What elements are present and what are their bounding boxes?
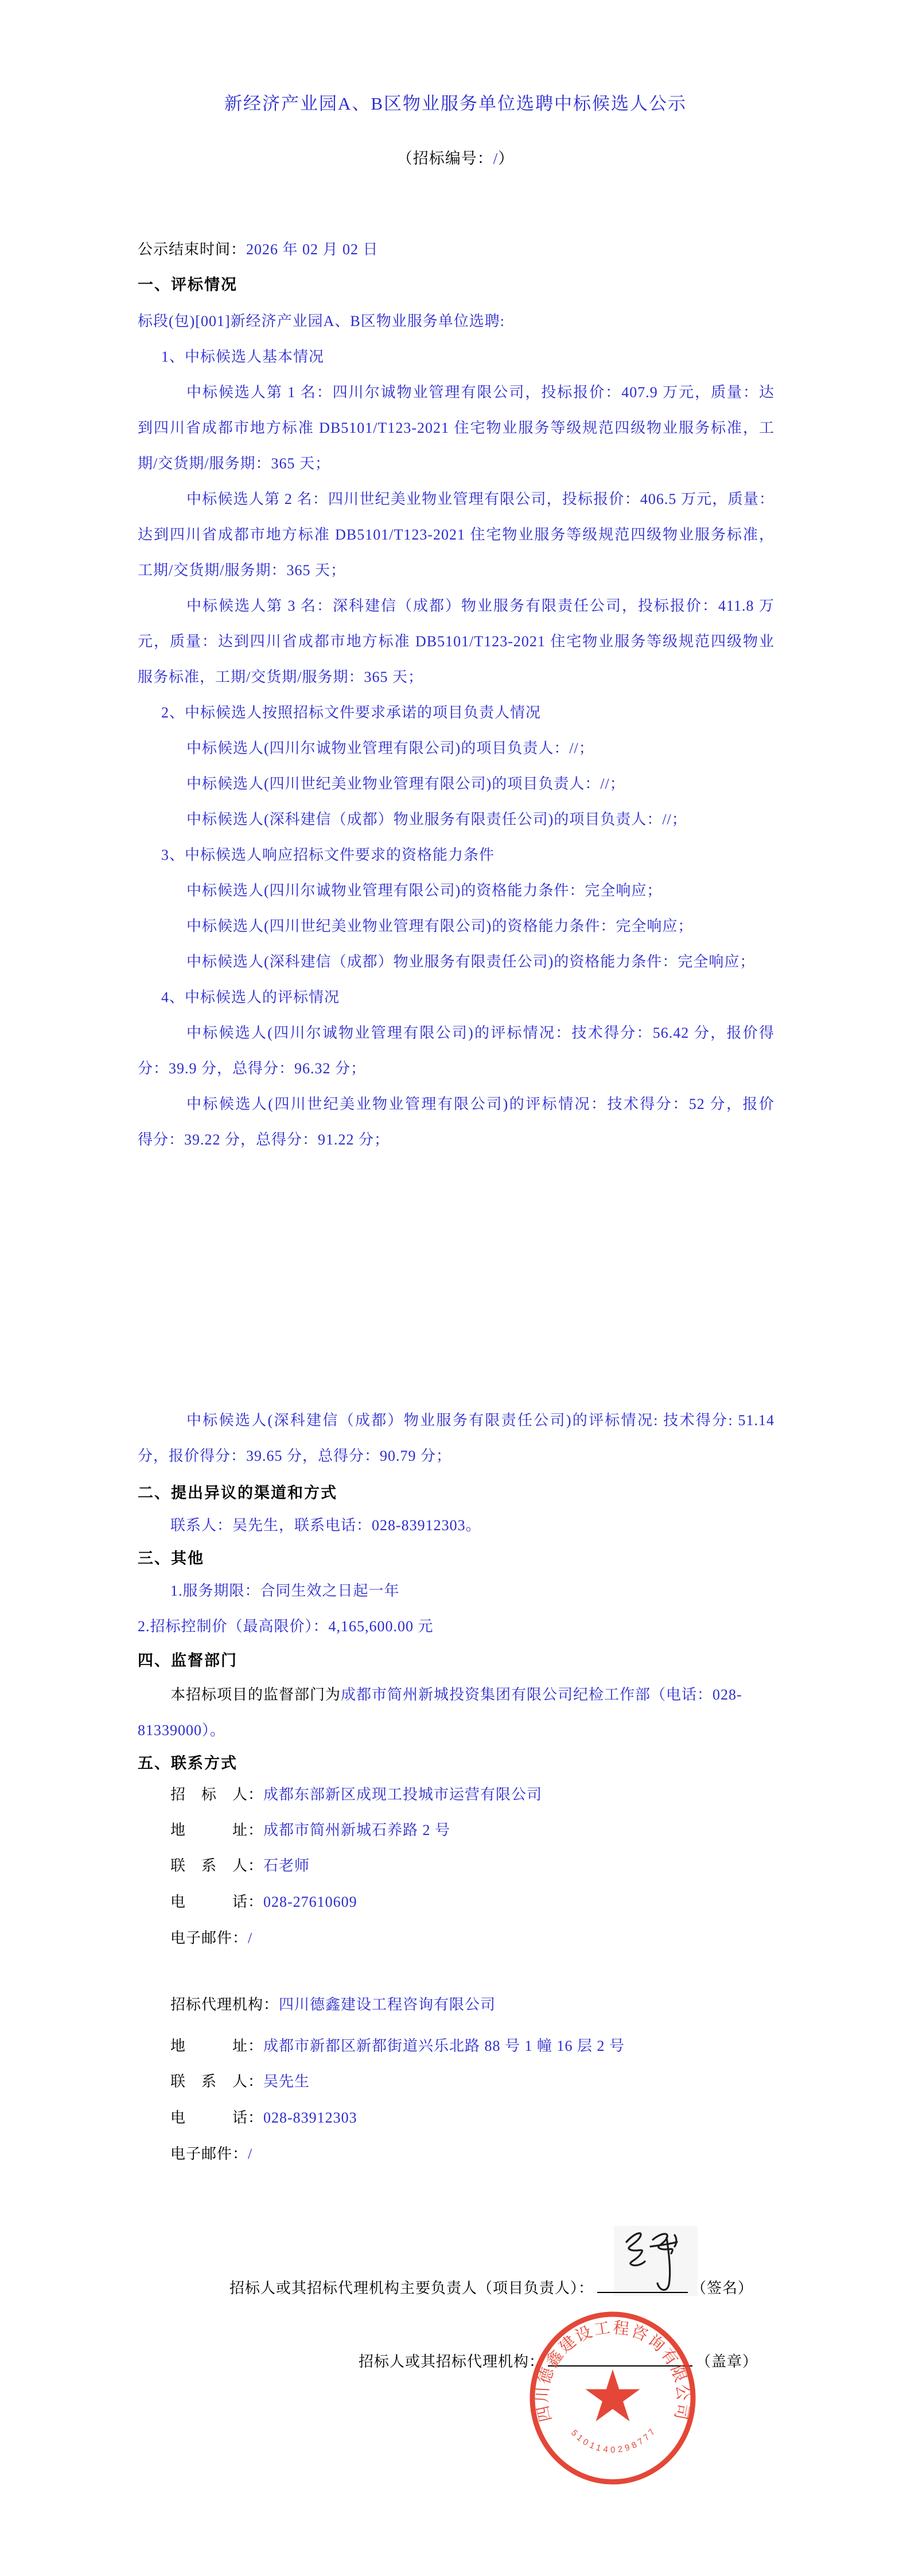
item1-heading: 1、中标候选人基本情况 [161,348,325,365]
bid-number-close: ） [498,150,515,167]
score2-line1: 中标候选人(四川世纪美业物业管理有限公司)的评标情况：技术得分：52 分，报价 [186,1096,774,1112]
stamp-star-icon [585,2369,640,2422]
score2-line2: 得分：39.22 分，总得分：91.22 分； [138,1131,390,1148]
bid-number-value: / [493,150,499,167]
tenderer-contact-label: 联 系 人： [170,1857,264,1874]
qualification3-line: 中标候选人(深科建信（成都）物业服务有限责任公司)的资格能力条件：完全响应； [186,953,756,970]
lot-line: 标段(包)[001]新经济产业园A、B区物业服务单位选聘: [138,313,505,329]
stamp-serial-arc-text: 5101140298777 [569,2427,657,2455]
qualification1-line: 中标候选人(四川尔诚物业管理有限公司)的资格能力条件：完全响应； [186,882,663,899]
item3-heading: 3、中标候选人响应招标文件要求的资格能力条件 [161,847,495,863]
seal-line-suffix: （盖章） [696,2353,758,2370]
signature-line-prefix: 招标人或其招标代理机构主要负责人（项目负责人）： [229,2280,594,2296]
item4-heading: 4、中标候选人的评标情况 [161,989,340,1006]
agency-contact-label: 联 系 人： [170,2073,264,2090]
qualification2-line: 中标候选人(四川世纪美业物业管理有限公司)的资格能力条件：完全响应； [186,918,694,934]
manager3-line: 中标候选人(深科建信（成都）物业服务有限责任公司)的项目负责人：//； [186,811,687,828]
candidate3-line3: 服务标准，工期/交货期/服务期：365 天； [138,669,423,685]
stamp-icon [528,2311,699,2486]
section1-heading: 一、评标情况 [138,276,238,293]
tenderer-label: 招 标 人： [170,1786,264,1803]
agency-phone-label: 电 话： [170,2109,264,2126]
tenderer-contact-value: 石老师 [263,1857,310,1874]
signature-line-suffix: （签名） [691,2280,754,2296]
score3-line1: 中标候选人(深科建信（成都）物业服务有限责任公司)的评标情况: 技术得分: 51.14 [186,1412,774,1429]
manager1-line: 中标候选人(四川尔诚物业管理有限公司)的项目负责人：//； [186,740,594,756]
supervision-line2: 81339000）。 [138,1722,226,1739]
control-price-line: 2.招标控制价（最高限价）：4,165,600.00 元 [138,1618,434,1635]
tenderer-phone-label: 电 话： [170,1894,264,1910]
agency-label: 招标代理机构： [170,1996,279,2013]
candidate2-line1: 中标候选人第 2 名：四川世纪美业物业管理有限公司，投标报价：406.5 万元，质量： [186,491,774,507]
section5-heading: 五、联系方式 [138,1755,238,1772]
tenderer-email-value: / [248,1930,253,1946]
section3-heading: 三、其他 [138,1550,204,1567]
candidate2-line3: 工期/交货期/服务期：365 天； [138,562,346,579]
agency-address-value: 成都市新都区新都街道兴乐北路 88 号 1 幢 16 层 2 号 [263,2038,625,2054]
agency-line [170,1995,496,2015]
agency-email-value: / [248,2146,253,2162]
manager2-line: 中标候选人(四川世纪美业物业管理有限公司)的项目负责人：//； [186,775,625,792]
objection-contact-line: 联系人：吴先生，联系电话：028-83912303。 [170,1517,481,1534]
signature-icon [613,2225,702,2300]
page-title: 新经济产业园A、B区物业服务单位选聘中标候选人公示 [224,94,687,114]
tenderer-address-value: 成都市简州新城石养路 2 号 [263,1822,451,1838]
candidate1-line2: 到四川省成都市地方标准 DB5101/T123-2021 住宅物业服务等级规范四级物业服务标准，工 [138,420,774,436]
agency-address-label: 地 址： [170,2038,264,2054]
candidate3-line1: 中标候选人第 3 名：深科建信（成都）物业服务有限责任公司，投标报价：411.8 万 [186,598,774,614]
signature-handwriting [613,2225,702,2303]
section4-heading: 四、监督部门 [138,1652,238,1669]
publicity-end-line [138,240,379,259]
supervision-body: 成都市简州新城投资集团有限公司纪检工作部（电话：028- [341,1686,742,1703]
candidate3-line2: 元，质量：达到四川省成都市地方标准 DB5101/T123-2021 住宅物业服务等级规范四级物业 [138,633,774,650]
tenderer-email-line [170,1929,252,1948]
agency-email-line [170,2144,252,2164]
score1-line2: 分：39.9 分，总得分：96.32 分； [138,1060,367,1077]
supervision-line1 [170,1685,742,1705]
supervision-prefix: 本招标项目的监督部门为 [170,1686,341,1703]
stamp-company-arc-text: 四川德鑫建设工程咨询有限公司 [534,2319,692,2424]
bid-number-line [0,149,911,168]
service-period-line: 1.服务期限：合同生效之日起一年 [170,1582,400,1599]
tenderer-contact-line [170,1856,310,1876]
item2-heading: 2、中标候选人按照招标文件要求承诺的项目负责人情况 [161,704,542,721]
agency-email-label: 电子邮件： [170,2146,248,2162]
tenderer-value: 成都东部新区成现工投城市运营有限公司 [263,1786,543,1803]
bid-number-label: （招标编号： [396,150,493,167]
tenderer-line [170,1785,542,1805]
seal-line-prefix: 招标人或其招标代理机构： [359,2353,545,2370]
candidate1-line3: 期/交货期/服务期：365 天； [138,455,330,472]
tenderer-address-label: 地 址： [170,1822,264,1838]
publicity-end-label: 公示结束时间： [138,241,247,258]
publicity-end-value: 2026 年 02 月 02 日 [246,241,379,258]
stamp-serial-text [569,2427,657,2455]
agency-contact-line [170,2072,310,2092]
score3-line2: 分，报价得分：39.65 分，总得分：90.79 分； [138,1448,452,1464]
agency-address-line [170,2036,625,2056]
agency-phone-line [170,2108,357,2128]
agency-value: 四川德鑫建设工程咨询有限公司 [279,1996,496,2013]
section2-heading: 二、提出异议的渠道和方式 [138,1484,337,1502]
candidate2-line2: 达到四川省成都市地方标准 DB5101/T123-2021 住宅物业服务等级规范四级物业服务标准， [138,526,774,543]
score1-line1: 中标候选人(四川尔诚物业管理有限公司)的评标情况：技术得分：56.42 分，报价得 [186,1025,774,1041]
tenderer-address-line [170,1821,450,1840]
tenderer-email-label: 电子邮件： [170,1930,248,1946]
tenderer-phone-line [170,1892,357,1912]
tenderer-phone-value: 028-27610609 [263,1894,357,1910]
company-stamp [528,2311,699,2489]
agency-phone-value: 028-83912303 [263,2109,357,2126]
candidate1-line1: 中标候选人第 1 名：四川尔诚物业管理有限公司，投标报价：407.9 万元，质量：达 [186,384,774,401]
agency-contact-value: 吴先生 [263,2073,310,2090]
